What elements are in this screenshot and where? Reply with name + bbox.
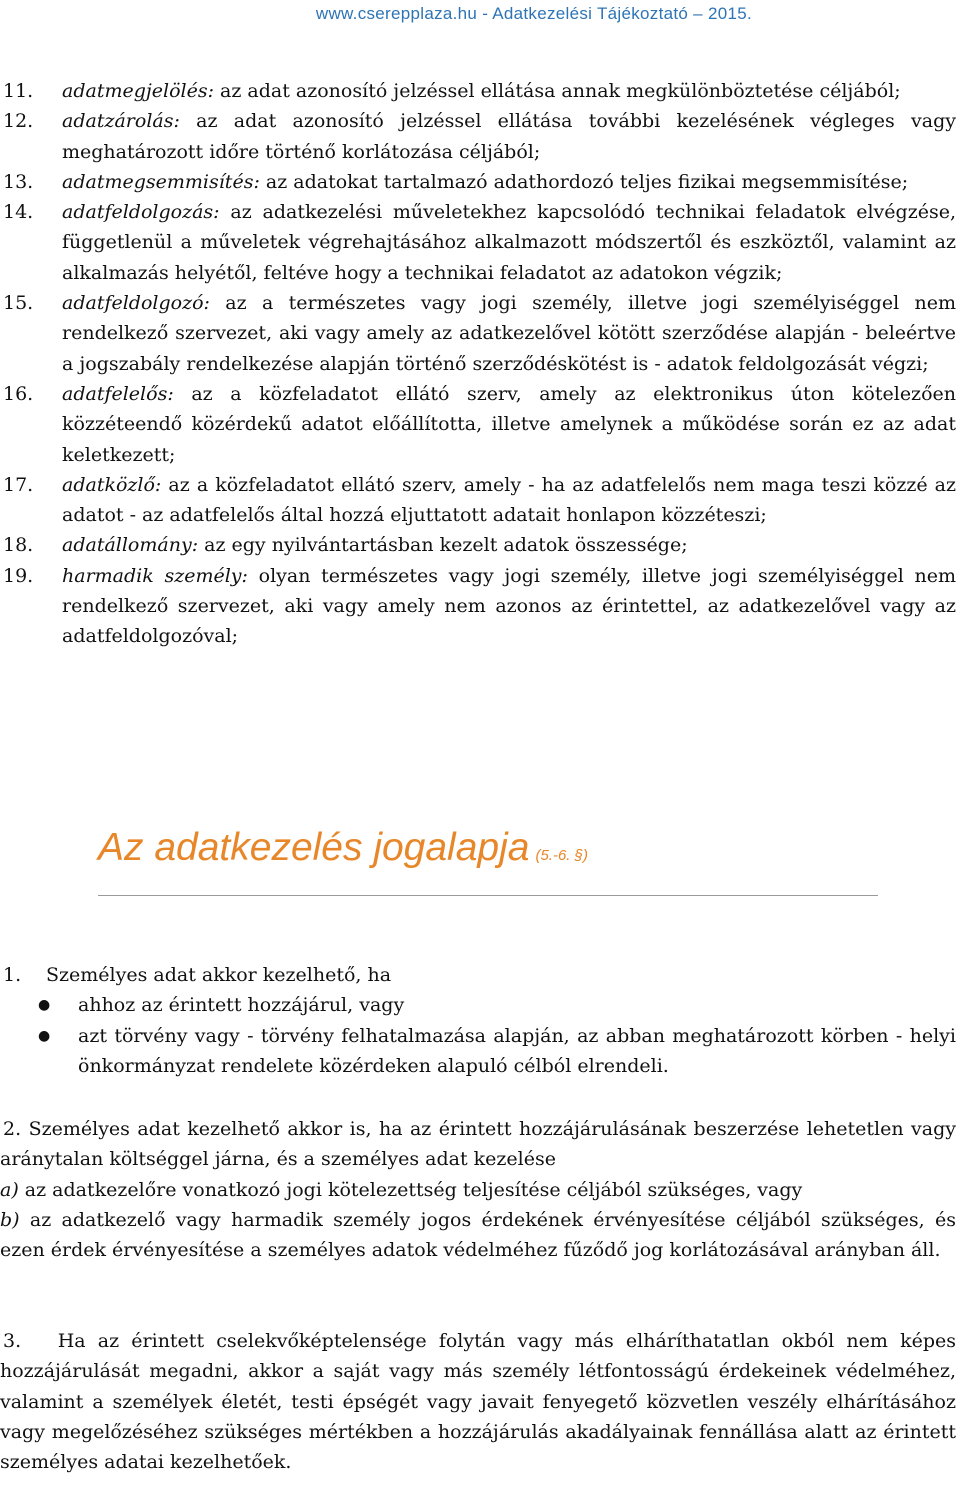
bullet-icon: ● bbox=[38, 1027, 51, 1044]
definition-number: 16. bbox=[3, 382, 34, 405]
definition-term: adatállomány: bbox=[62, 534, 199, 557]
paragraph-number: 2. bbox=[3, 1118, 22, 1140]
definition-item bbox=[0, 561, 956, 652]
definition-number: 12. bbox=[3, 110, 34, 133]
definition-term: adatfeldolgozó: bbox=[62, 292, 210, 315]
paragraph-3 bbox=[0, 1326, 956, 1477]
clause-text-b: az adatkezelő vagy harmadik személy jogos érdekének érvényesítése céljából szükséges, és ezen érdek érvényesítése a személyes adatok védelméhez fűződő jog korlátozásával arányban áll. bbox=[0, 1208, 956, 1262]
bullet-text: azt törvény vagy - törvény felhatalmazása alapján, az abban meghatározott körben - helyi önkormányzat rendelete közérdeken alapuló célból elrendeli. bbox=[78, 1024, 956, 1077]
definition-item bbox=[0, 197, 956, 288]
definition-item bbox=[0, 379, 956, 470]
clause-label-b: b) bbox=[0, 1208, 20, 1231]
definition-text: az a közfeladatot ellátó szerv, amely az elektronikus úton kötelezően közzéteendő közérdekű adatot előállította, illetve amelynek a működése során ez az adat keletkezett; bbox=[62, 382, 956, 466]
definition-term: adatmegjelölés: bbox=[62, 80, 214, 102]
definition-term: adatfeldolgozás: bbox=[62, 201, 220, 224]
definition-text: az adat azonosító jelzéssel ellátása annak megkülönböztetése céljából; bbox=[214, 80, 901, 102]
definition-number: 18. bbox=[3, 534, 34, 557]
definition-number: 19. bbox=[3, 564, 34, 587]
paragraph-text: Személyes adat kezelhető akkor is, ha az érintett hozzájárulásának beszerzése lehetetlen vagy aránytalan költséggel járna, és a személyes adat kezelése bbox=[0, 1118, 957, 1171]
definition-text: az a természetes vagy jogi személy, illetve jogi személyiséggel nem rendelkező szervezet, aki vagy amely az adatkezelővel kötött szerződése alapján - beleértve a jogszabály rendelkezése alapján történő szerződéskötést is - adatok feldolgozását végzi; bbox=[62, 292, 956, 375]
definition-text: az egy nyilvántartásban kezelt adatok összessége; bbox=[198, 534, 688, 557]
definition-term: harmadik személy: bbox=[62, 564, 248, 587]
section-divider bbox=[98, 895, 878, 896]
section-reference: (5.-6. §) bbox=[535, 847, 588, 864]
definition-text: az adatkezelési műveletekhez kapcsolódó technikai feladatok elvégzése, függetlenül a műveletek végrehajtásához alkalmazott módszertől és eszköztől, valamint az alkalmazás helyétől, feltéve hogy a technikai feladatot az adatokon végzik; bbox=[62, 201, 956, 284]
clause-text-a: az adatkezelőre vonatkozó jogi kötelezettség teljesítése céljából szükséges, vagy bbox=[24, 1178, 803, 1201]
list-item bbox=[0, 1021, 956, 1082]
definition-number: 17. bbox=[3, 473, 34, 496]
page-header: www.cserepplaza.hu - Adatkezelési Tájékoztató – 2015. bbox=[315, 4, 752, 23]
section-title: Az adatkezelés jogalapja bbox=[98, 826, 530, 869]
definition-item bbox=[0, 106, 956, 167]
definition-item bbox=[0, 76, 956, 106]
definition-text: az adatokat tartalmazó adathordozó teljes fizikai megsemmisítése; bbox=[259, 170, 909, 193]
definition-item bbox=[0, 288, 956, 379]
definition-number: 11. bbox=[3, 80, 34, 102]
paragraph-2 bbox=[0, 1114, 956, 1265]
definition-item bbox=[0, 167, 956, 197]
bullet-text: ahhoz az érintett hozzájárul, vagy bbox=[78, 994, 405, 1017]
definition-number: 14. bbox=[3, 201, 34, 224]
definition-text: az adat azonosító jelzéssel ellátása további kezelésének végleges vagy meghatározott időre történő korlátozása céljából; bbox=[62, 110, 956, 163]
definition-item bbox=[0, 530, 956, 560]
section-heading bbox=[98, 826, 878, 870]
definition-term: adatközlő: bbox=[62, 473, 162, 496]
paragraph-number: 1. bbox=[3, 964, 22, 986]
bullet-icon: ● bbox=[38, 997, 51, 1014]
definition-number: 15. bbox=[3, 292, 34, 315]
definition-term: adatmegsemmisítés: bbox=[62, 170, 260, 193]
definition-term: adatzárolás: bbox=[62, 110, 180, 133]
definition-term: adatfelelős: bbox=[62, 382, 174, 405]
definition-number: 13. bbox=[3, 170, 34, 193]
definition-list bbox=[0, 76, 956, 652]
paragraph-number: 3. bbox=[3, 1330, 22, 1352]
clause-label-a: a) bbox=[0, 1178, 19, 1201]
definition-item bbox=[0, 470, 956, 531]
list-item bbox=[0, 990, 956, 1020]
definition-text: az a közfeladatot ellátó szerv, amely - ha az adatfelelős nem maga teszi közzé az adatot - az adatfelelős által hozzá eljuttatott adatait honlapon közzéteszi; bbox=[62, 473, 956, 527]
paragraph-1 bbox=[0, 960, 956, 1081]
paragraph-text: Ha az érintett cselekvőképtelensége folytán vagy más elháríthatatlan okból nem képes hozzájárulását megadni, akkor a saját vagy más személy létfontosságú érdekeinek védelméhez, valamint a személyek életét, testi épségét vagy javait fenyegető közvetlen veszély elhárításához vagy megelőzéséhez szükséges mértékben a hozzájárulás akadályainak fennállása alatt az érintett személyes adatai kezelhetőek. bbox=[0, 1330, 956, 1474]
definition-text: olyan természetes vagy jogi személy, illetve jogi személyiséggel nem rendelkező szervezet, aki vagy amely nem azonos az érintettel, az adatkezelővel vagy az adatfeldolgozóval; bbox=[62, 564, 956, 648]
paragraph-text: Személyes adat akkor kezelhető, ha bbox=[46, 964, 392, 986]
